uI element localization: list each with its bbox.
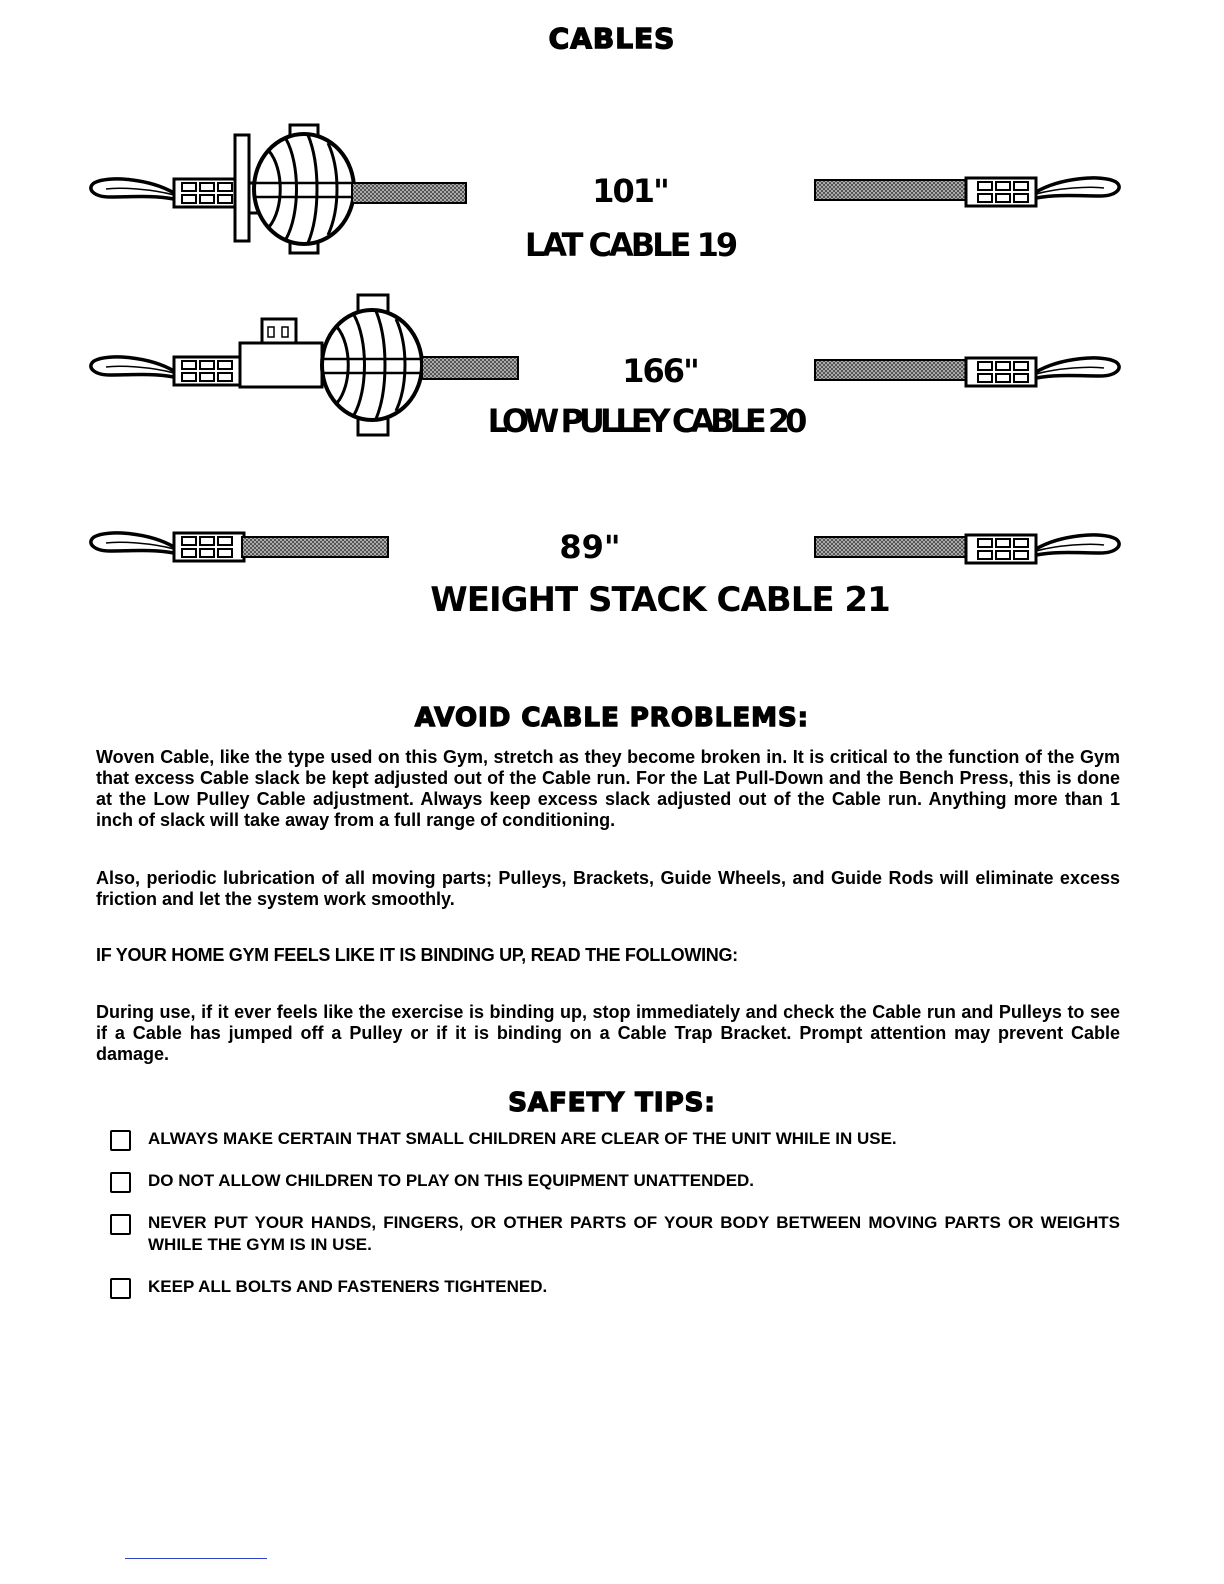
safety-tip-text: ALWAYS MAKE CERTAIN THAT SMALL CHILDREN ARE CLEAR OF THE UNIT WHILE IN USE. [148, 1129, 897, 1148]
footer-rule [125, 1558, 267, 1559]
binding-heading: IF YOUR HOME GYM FEELS LIKE IT IS BINDING UP, READ THE FOLLOWING: [96, 945, 738, 965]
checkbox-icon [110, 1278, 131, 1299]
safety-tips-heading: SAFETY TIPS: [508, 1088, 716, 1118]
checkbox-icon [110, 1214, 131, 1235]
weight-stack-cable-name: WEIGHT STACK CABLE 21 [430, 580, 890, 620]
checkbox-icon [110, 1172, 131, 1193]
checkbox-icon [110, 1130, 131, 1151]
safety-tip-item [110, 1128, 1120, 1151]
safety-tip-text: DO NOT ALLOW CHILDREN TO PLAY ON THIS EQUIPMENT UNATTENDED. [148, 1171, 755, 1190]
lat-cable-right-illustration [815, 170, 1125, 220]
safety-tip-item [110, 1212, 1120, 1256]
lat-cable-length: 101" [592, 172, 668, 210]
safety-tip-text: NEVER PUT YOUR HANDS, FINGERS, OR OTHER PARTS OF YOUR BODY BETWEEN MOVING PARTS OR WEIGHTS WHILE THE GYM IS IN USE. [148, 1213, 1120, 1254]
avoid-paragraph-stretch: Woven Cable, like the type used on this Gym, stretch as they become broken in. It is critical to the function of the Gym that excess Cable slack be kept adjusted out of the Cable run. For the Lat Pull-Down and the Bench Press, this is done at the Low Pulley Cable adjustment. Always keep excess slack adjusted out of the Cable run. Anything more than 1 inch of slack will take away from a full range of conditioning. [96, 747, 1120, 830]
binding-paragraph: During use, if it ever feels like the exercise is binding up, stop immediately and check the Cable run and Pulleys to see if a Cable has jumped off a Pulley or if it is binding on a Cable Trap Bracket. Prompt attention may prevent Cable damage. [96, 1002, 1120, 1064]
low-pulley-cable-right-illustration [815, 350, 1125, 400]
avoid-cable-problems-heading: AVOID CABLE PROBLEMS: [414, 703, 810, 733]
lat-cable-left-illustration [90, 125, 470, 255]
weight-stack-cable-length: 89" [559, 528, 621, 566]
low-pulley-cable-left-illustration [90, 295, 530, 440]
lat-cable-name: LAT CABLE 19 [524, 226, 736, 264]
low-pulley-cable-name: LOW PULLEY CABLE 20 [487, 402, 803, 440]
safety-tip-text: KEEP ALL BOLTS AND FASTENERS TIGHTENED. [148, 1277, 548, 1296]
avoid-paragraph-lubrication: Also, periodic lubrication of all moving parts; Pulleys, Brackets, Guide Wheels, and Guide Rods will eliminate excess friction and let the system work smoothly. [96, 868, 1120, 909]
safety-tip-item [110, 1276, 1120, 1299]
weight-stack-cable-left-illustration [90, 525, 400, 575]
weight-stack-cable-right-illustration [815, 525, 1125, 575]
safety-tip-item [110, 1170, 1120, 1193]
low-pulley-cable-length: 166" [622, 352, 698, 390]
page-title: CABLES [548, 22, 676, 55]
